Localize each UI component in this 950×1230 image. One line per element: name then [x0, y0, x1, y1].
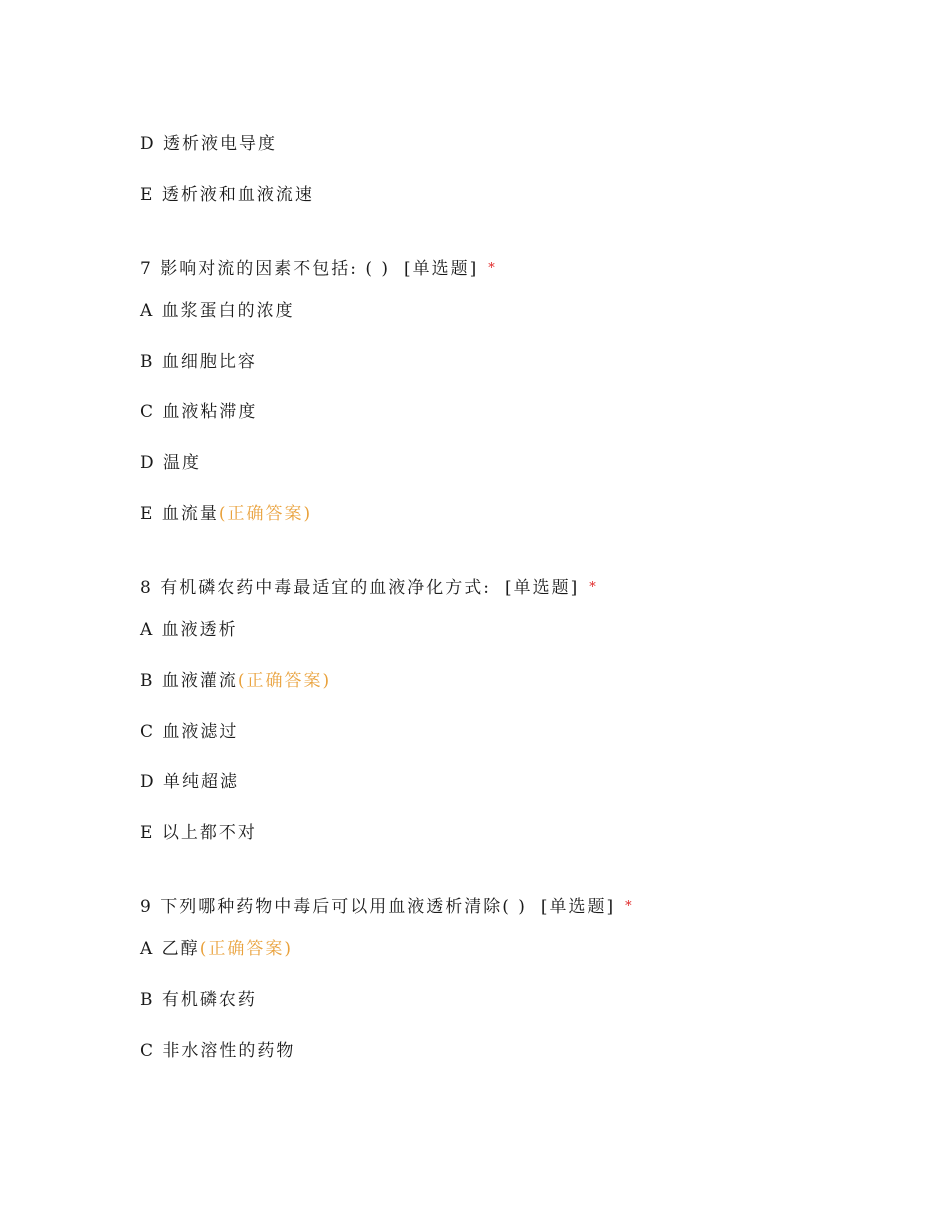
question-7-option-d — [140, 451, 201, 475]
option-text: B 有机磷农药 — [140, 990, 257, 1010]
option-text: C 非水溶性的药物 — [140, 1041, 296, 1061]
question-7-option-e — [140, 502, 312, 526]
correct-answer-tag: (正确答案) — [218, 504, 313, 524]
required-star-icon: * — [625, 899, 634, 914]
question-text: 8 有机磷农药中毒最适宜的血液净化方式: — [140, 578, 491, 598]
option-text: A 乙醇 — [140, 939, 200, 959]
question-8-option-c — [140, 720, 238, 744]
question-type-label: [单选题] — [504, 578, 580, 598]
question-text: 7 影响对流的因素不包括: ( ) — [140, 259, 391, 279]
question-9-title — [140, 895, 634, 919]
required-star-icon: * — [488, 261, 497, 276]
option-text: A 血浆蛋白的浓度 — [140, 301, 295, 321]
option-text: D 温度 — [140, 453, 202, 473]
correct-answer-tag: (正确答案) — [199, 939, 293, 959]
option-d-prev — [140, 132, 277, 156]
option-text: C 血液滤过 — [140, 722, 239, 742]
option-text: B 血细胞比容 — [140, 352, 257, 372]
option-text: B 血液灌流 — [140, 671, 238, 691]
question-7-option-c — [140, 400, 257, 424]
option-e-prev — [140, 183, 314, 207]
question-9-option-c — [140, 1039, 295, 1063]
question-8-title — [140, 576, 598, 600]
question-9-option-a — [140, 937, 293, 961]
question-type-label: [单选题] — [540, 897, 616, 917]
correct-answer-tag: (正确答案) — [237, 671, 332, 691]
option-text: D 透析液电导度 — [140, 134, 278, 154]
option-text: E 以上都不对 — [140, 823, 257, 843]
option-text: E 血流量 — [140, 504, 219, 524]
question-8-option-b — [140, 669, 331, 693]
question-7-option-b — [140, 350, 257, 374]
required-star-icon: * — [589, 580, 598, 595]
question-8-option-a — [140, 618, 238, 642]
option-text: D 单纯超滤 — [140, 772, 240, 792]
option-text: E 透析液和血液流速 — [140, 185, 314, 205]
question-8-option-d — [140, 770, 239, 794]
option-text: C 血液粘滞度 — [140, 402, 258, 422]
question-text: 9 下列哪种药物中毒后可以用血液透析清除( ) — [140, 897, 527, 917]
option-text: A 血液透析 — [140, 620, 238, 640]
question-type-label: [单选题] — [404, 259, 479, 279]
question-7-title — [140, 257, 497, 281]
question-9-option-b — [140, 988, 257, 1012]
question-7-option-a — [140, 299, 295, 323]
question-8-option-e — [140, 821, 257, 845]
